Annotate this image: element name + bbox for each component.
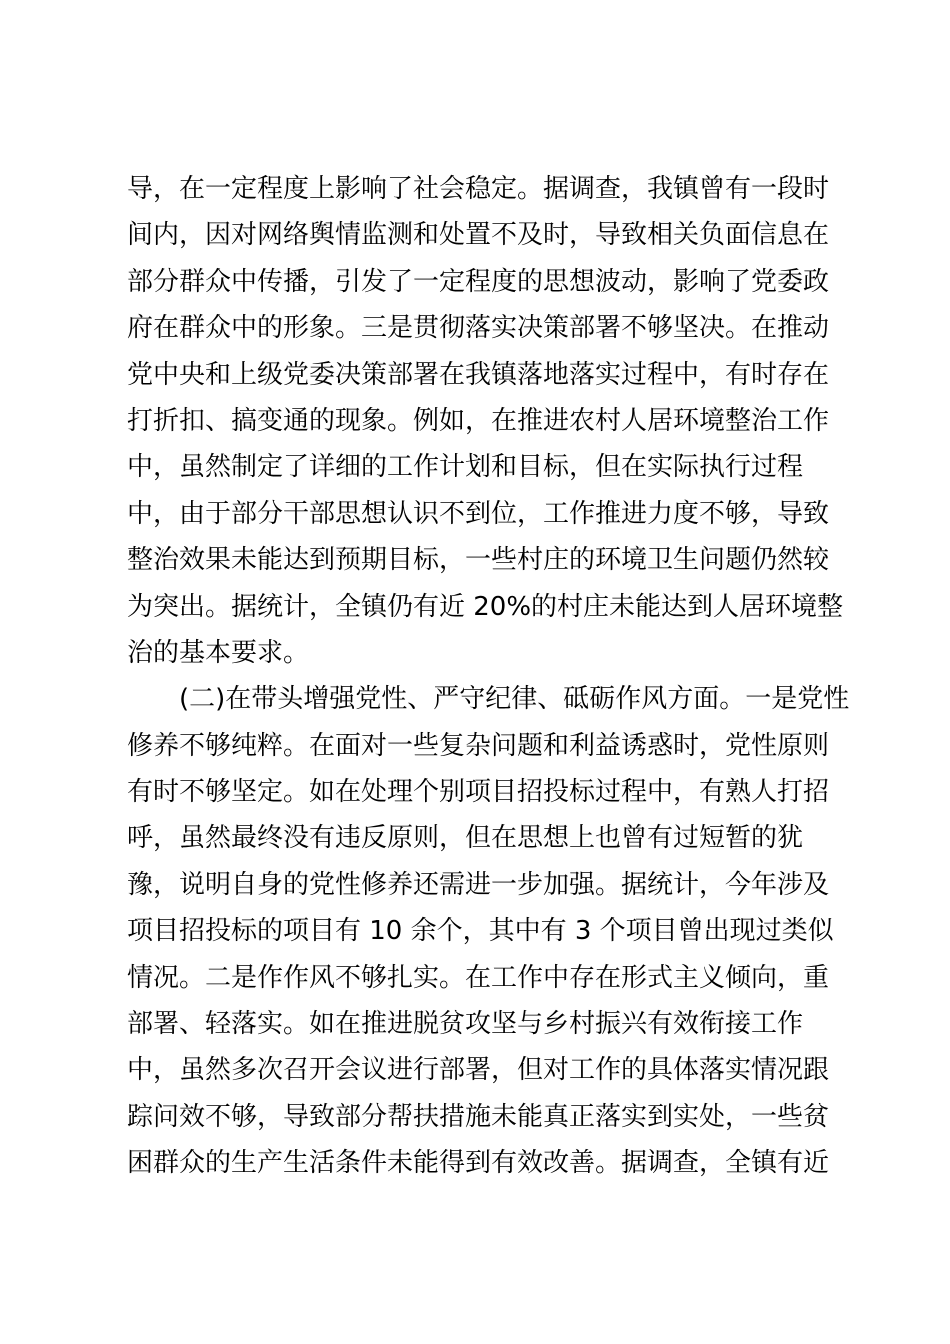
text-line: 情况。二是作作风不够扎实。在工作中存在形式主义倾向，重: [127, 962, 830, 993]
text-line: 中，虽然制定了详细的工作计划和目标，但在实际执行过程: [127, 452, 804, 483]
text-line: 为突出。据统计，全镇仍有近 20%的村庄未能达到人居环境整: [127, 591, 844, 622]
text-line: 打折扣、搞变通的现象。例如，在推进农村人居环境整治工作: [127, 405, 830, 436]
text-line: 中，由于部分干部思想认识不到位，工作推进力度不够，导致: [127, 498, 830, 529]
text-line: 导，在一定程度上影响了社会稳定。据调查，我镇曾有一段时: [127, 174, 830, 204]
text-line: 困群众的生产生活条件未能得到有效改善。据调查，全镇有近: [127, 1148, 830, 1179]
text-line: 府在群众中的形象。三是贯彻落实决策部署不够坚决。在推动: [127, 313, 830, 344]
paragraph-heading-line: (二)在带头增强党性、严守纪律、砥砺作风方面。一是党性: [179, 684, 850, 715]
text-line: 部署、轻落实。如在推进脱贫攻坚与乡村振兴有效衔接工作: [127, 1009, 804, 1040]
text-line: 整治效果未能达到预期目标，一些村庄的环境卫生问题仍然较: [127, 545, 830, 576]
body-text: [127, 166, 850, 1187]
text-line: 呼，虽然最终没有违反原则，但在思想上也曾有过短暂的犹: [127, 823, 804, 854]
text-line: 踪问效不够，导致部分帮扶措施未能真正落实到实处，一些贫: [127, 1101, 830, 1132]
text-line: 项目招投标的项目有 10 余个，其中有 3 个项目曾出现过类似: [127, 916, 834, 947]
text-line: 党中央和上级党委决策部署在我镇落地落实过程中，有时存在: [127, 359, 830, 390]
text-line: 修养不够纯粹。在面对一些复杂问题和利益诱惑时，党性原则: [127, 730, 830, 761]
text-line: 中，虽然多次召开会议进行部署，但对工作的具体落实情况跟: [127, 1055, 830, 1086]
text-line: 有时不够坚定。如在处理个别项目招投标过程中，有熟人打招: [127, 777, 830, 808]
text-line: 部分群众中传播，引发了一定程度的思想波动，影响了党委政: [127, 266, 830, 297]
text-line: 治的基本要求。: [127, 637, 310, 668]
text-line: 豫，说明自身的党性修养还需进一步加强。据统计，今年涉及: [127, 869, 830, 900]
text-line: 间内，因对网络舆情监测和处置不及时，导致相关负面信息在: [127, 220, 830, 251]
